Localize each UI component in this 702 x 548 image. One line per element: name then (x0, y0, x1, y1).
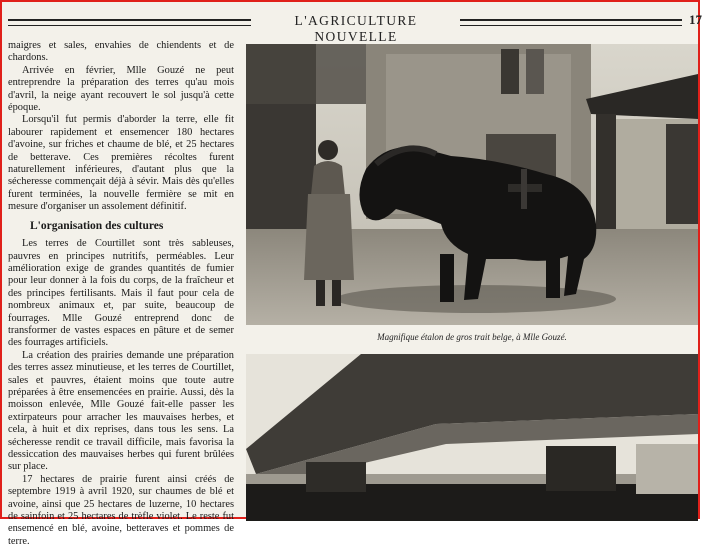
header-rule-left (8, 19, 251, 26)
paragraph: Lorsqu'il fut permis d'aborder la terre, elle fit labourer rapidement et ensemencer 180 hectares d'avoine, sur friches et chaume de blé, et 25 hectares de betterave. Ces premières récoltes furent naturellement inférieures, d'autant plus que la sécheresse commençait déjà à sévir. Mais dès qu'elles furent terminées, la nouvelle fermière se mit en mesure d'organiser un assolement définitif. (8, 114, 234, 213)
page-header (2, 11, 702, 44)
barn-photo-illustration (246, 354, 698, 521)
barn-photo (246, 354, 698, 521)
photo-caption: Magnifique étalon de gros trait belge, à Mlle Gouzé. (377, 332, 567, 342)
horse-photo (246, 44, 698, 325)
running-title: L'AGRICULTURE NOUVELLE (294, 13, 418, 44)
paragraph: 17 hectares de prairie furent ainsi créés de septembre 1919 à avril 1920, sur chaumes de blé et avoine, ainsi que 25 hectares de luzerne, 10 hectares de sainfoin et 25 hectares de trèfle violet. Le reste fut ensemencé en blé, avoine, betteraves et pommes de terre. (8, 473, 234, 547)
page-number: 17 (689, 12, 702, 27)
paragraph: La création des prairies demande une préparation des terres assez minutieuse, et les terres de Courtillet, sales et pauvres, étaient moins que toute autre préparées à être ensemencées en prairie. Aussi, dès la moisson enlevée, Mlle Gouzé fait-elle passer les extirpateurs pour arracher les mauvaises herbes, et cela, à huit et dix reprises, dans tous les sens. La sécheresse rendit ce travail difficile, mais favorisa la dessiccation des mauvaises herbes qui furent brûlées sur place. (8, 349, 234, 473)
paragraph: Arrivée en février, Mlle Gouzé ne peut entreprendre la préparation des terres qu'au mois d'avril, la neige ayant recouvert le sol jusqu'à cette époque. (8, 64, 234, 114)
horse-photo-illustration (246, 44, 698, 325)
paragraph: Les terres de Courtillet sont très sableuses, pauvres en principes nutritifs, perméables. Leur amélioration exige de grandes quantités de fumier pour leur donner à la fois du corps, de la fraîcheur et des principes fertilisants. Mais il faut pour cela de nombreux animaux et, par suite, beaucoup de fourrages. Mlle Gouzé entreprend donc de transformer de vastes espaces en pâture et de semer des fourrages artificiels. (8, 238, 234, 349)
paragraph: maigres et sales, envahies de chiendents et de chardons. (8, 40, 234, 64)
header-rule-right (460, 19, 682, 26)
article-column (8, 40, 234, 547)
section-heading: L'organisation des cultures (30, 219, 164, 232)
